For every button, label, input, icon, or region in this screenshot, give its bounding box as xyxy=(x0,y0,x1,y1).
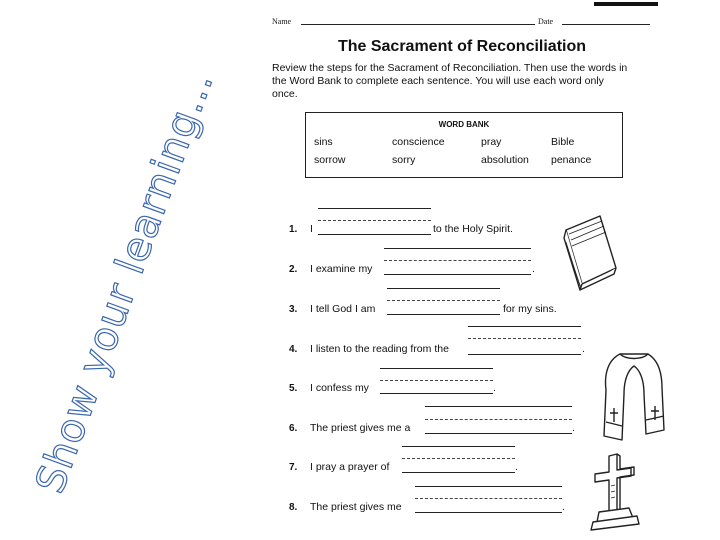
question-number: 5. xyxy=(289,383,298,394)
question-text: I pray a prayer of xyxy=(310,461,390,473)
name-label: Name xyxy=(272,17,292,26)
writing-guide-mid xyxy=(425,419,572,420)
question-number: 3. xyxy=(289,304,298,315)
question-number: 8. xyxy=(289,502,298,513)
question-text-end: to the Holy Spirit. xyxy=(433,223,513,235)
word-bank-word: conscience xyxy=(392,136,445,148)
question-text: I examine my xyxy=(310,263,373,275)
answer-blank-6[interactable] xyxy=(425,433,572,434)
writing-guide-mid xyxy=(318,220,431,221)
question-text-end: . xyxy=(493,382,496,394)
writing-guide-top xyxy=(468,326,581,327)
question-text: I listen to the reading from the xyxy=(310,343,449,355)
instructions-text: Review the steps for the Sacrament of Reconciliation. Then use the words in the Word Bank to complete each sentence. You will use each word only once. xyxy=(272,62,628,100)
cross-icon xyxy=(585,452,645,532)
top-bar-decoration xyxy=(594,2,658,6)
writing-guide-top xyxy=(384,248,531,249)
writing-guide-mid xyxy=(380,380,493,381)
word-bank-word: sorrow xyxy=(314,154,346,166)
show-your-learning-heading: Show your learning… xyxy=(27,64,223,500)
writing-guide-top xyxy=(415,486,562,487)
word-bank-word: penance xyxy=(551,154,592,166)
question-number: 4. xyxy=(289,344,298,355)
writing-guide-mid xyxy=(402,458,515,459)
question-text: I xyxy=(310,223,313,235)
writing-guide-top xyxy=(380,368,493,369)
answer-blank-4[interactable] xyxy=(468,354,581,355)
word-bank xyxy=(305,112,623,178)
question-text: The priest gives me xyxy=(310,501,402,513)
question-text: I tell God I am xyxy=(310,303,376,315)
word-bank-word: sorry xyxy=(392,154,416,166)
question-text-end: for my sins. xyxy=(503,303,557,315)
date-label: Date xyxy=(538,17,554,26)
answer-blank-5[interactable] xyxy=(380,393,493,394)
writing-guide-mid xyxy=(384,260,531,261)
answer-blank-2[interactable] xyxy=(384,274,531,275)
name-field[interactable] xyxy=(301,24,535,25)
word-bank-word: Bible xyxy=(551,136,575,148)
writing-guide-mid xyxy=(468,338,581,339)
question-text-end: . xyxy=(562,501,565,513)
question-number: 6. xyxy=(289,423,298,434)
question-text-end: . xyxy=(515,461,518,473)
question-text-end: . xyxy=(572,422,575,434)
word-bank-title: WORD BANK xyxy=(438,120,490,129)
word-bank-word: sins xyxy=(314,136,333,148)
stole-icon xyxy=(598,350,670,446)
writing-guide-mid xyxy=(415,498,562,499)
question-text: I confess my xyxy=(310,382,369,394)
answer-blank-8[interactable] xyxy=(415,512,562,513)
question-text-end: . xyxy=(582,343,585,355)
word-bank-word: pray xyxy=(481,136,502,148)
bible-icon xyxy=(560,212,620,292)
writing-guide-top xyxy=(318,208,431,209)
question-number: 7. xyxy=(289,462,298,473)
question-text: The priest gives me a xyxy=(310,422,411,434)
answer-blank-1[interactable] xyxy=(318,234,431,235)
answer-blank-3[interactable] xyxy=(387,314,500,315)
question-number: 2. xyxy=(289,264,298,275)
answer-blank-7[interactable] xyxy=(402,472,515,473)
question-text-end: . xyxy=(532,263,535,275)
writing-guide-top xyxy=(425,406,572,407)
worksheet-title: The Sacrament of Reconciliation xyxy=(337,38,587,55)
writing-guide-top xyxy=(402,446,515,447)
date-field[interactable] xyxy=(562,24,650,25)
writing-guide-top xyxy=(387,288,500,289)
writing-guide-mid xyxy=(387,300,500,301)
question-number: 1. xyxy=(289,224,298,235)
word-bank-word: absolution xyxy=(481,154,529,166)
